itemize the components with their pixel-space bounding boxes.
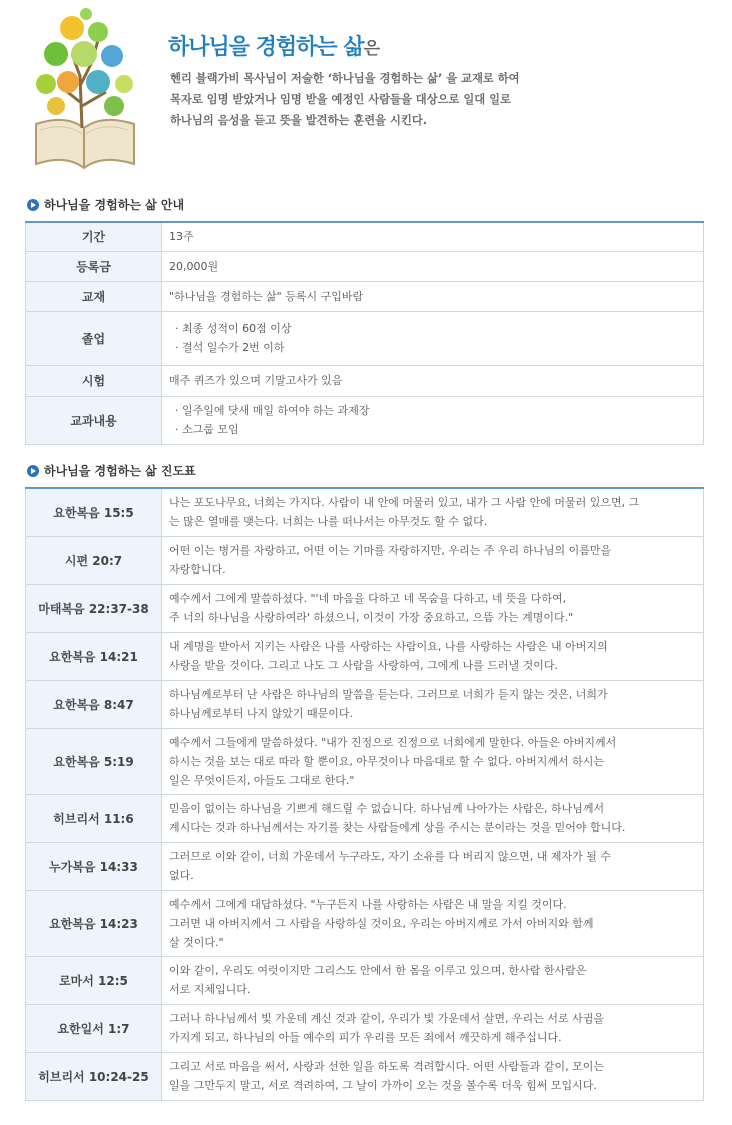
verse-reference: 요한복음 14:23 — [26, 890, 162, 956]
verse-reference: 요한복음 8:47 — [26, 680, 162, 728]
info-row — [26, 222, 704, 251]
info-value-line: 매주 퀴즈가 있으며 기말고사가 있음 — [169, 374, 343, 387]
info-row-value — [162, 281, 704, 311]
verse-text-line: 하시는 것을 보는 대로 따라 할 뿐이요, 아무것이나 마음대로 할 수 없다. 아버지께서 하시는 — [169, 754, 604, 768]
verse-text-line: 살 것이다." — [169, 935, 224, 949]
info-row — [26, 251, 704, 281]
info-row-value — [162, 251, 704, 281]
info-value-line: 20,000원 — [169, 259, 219, 273]
intro-title-text: 하나님을 경험하는 삶 — [168, 35, 364, 60]
verse-text — [162, 1004, 704, 1052]
verse-text-line: 그러면 내 아버지께서 그 사람을 사랑하실 것이요, 우리는 아버지께로 가서 아버지와 함께 — [169, 916, 594, 930]
info-row — [26, 396, 704, 444]
info-row-label: 등록금 — [26, 251, 162, 281]
info-value-line: 13주 — [169, 230, 194, 244]
verse-text-line: 자랑합니다. — [169, 563, 226, 576]
verse-text-line: 일은 무엇이든지, 아들도 그대로 한다." — [169, 773, 355, 787]
verse-reference: 히브리서 11:6 — [26, 794, 162, 842]
verse-row — [26, 794, 704, 842]
verse-text-line: 예수께서 그에게 말씀하셨다. "'네 마음을 다하고 네 목숨을 다하고, 네 뜻을 다하여, — [169, 592, 567, 605]
arrow-bullet-icon — [27, 465, 39, 477]
info-row-label: 기간 — [26, 222, 162, 251]
verse-row — [26, 680, 704, 728]
intro-description — [170, 68, 520, 131]
verse-text-line: 예수께서 그에게 대답하셨다. "누구든지 나를 사랑하는 사람은 내 말을 지킬 것이다. — [169, 897, 567, 911]
verse-reference: 누가복음 14:33 — [26, 842, 162, 890]
info-row-label: 졸업 — [26, 311, 162, 365]
verse-row — [26, 890, 704, 956]
info-row-value — [162, 311, 704, 365]
verse-text-line: 예수께서 그들에게 말씀하셨다. "내가 진정으로 진정으로 너희에게 말한다. 아들은 아버지께서 — [169, 735, 617, 749]
verse-text-line: 주 너의 하나님을 사랑하여라' 하셨으니, 이것이 가장 중요하고, 으뜸 가는 계명이다." — [169, 611, 574, 624]
verse-row — [26, 956, 704, 1004]
verse-reference: 요한일서 1:7 — [26, 1004, 162, 1052]
verse-section-title: 하나님을 경험하는 삶 진도표 — [44, 464, 196, 478]
arrow-bullet-icon — [27, 199, 39, 211]
verse-row — [26, 536, 704, 584]
verse-text-line: 그리고 서로 마음을 써서, 사랑과 선한 일을 하도록 격려합시다. 어떤 사람들과 같이, 모이는 — [169, 1060, 604, 1073]
verse-text-line: 사랑을 받을 것이다. 그리고 나도 그 사람을 사랑하여, 그에게 나를 드러낼 것이다. — [169, 659, 558, 672]
verse-reference: 요한복음 15:5 — [26, 488, 162, 536]
verse-row — [26, 488, 704, 536]
verse-text — [162, 890, 704, 956]
verse-row — [26, 728, 704, 794]
intro-title-suffix: 은 — [363, 39, 380, 59]
verse-reference: 시편 20:7 — [26, 536, 162, 584]
verse-text — [162, 680, 704, 728]
verse-text — [162, 728, 704, 794]
info-table — [25, 221, 704, 445]
verse-text-line: 하나님께로부터 나지 않았기 때문이다. — [169, 707, 354, 720]
verse-section-heading — [27, 462, 196, 479]
info-section-heading — [27, 196, 184, 213]
verse-text-line: 어떤 이는 병거를 자랑하고, 어떤 이는 기마를 자랑하지만, 우리는 주 우리 하나님의 이름만을 — [169, 544, 612, 557]
verse-row — [26, 1004, 704, 1052]
verse-text-line: 없다. — [169, 869, 194, 882]
info-value-line: · 결석 일수가 2번 이하 — [175, 341, 285, 354]
info-value-line: · 일주일에 닷새 매일 하여야 하는 과제장 — [175, 404, 370, 417]
info-row-value — [162, 365, 704, 396]
verse-text — [162, 794, 704, 842]
verse-text-line: 하나님께로부터 난 사람은 하나님의 말씀을 듣는다. 그러므로 너희가 듣지 않는 것은, 너희가 — [169, 688, 608, 701]
verse-text-line: 나는 포도나무요, 너희는 가지다. 사람이 내 안에 머물러 있고, 내가 그 사람 안에 머물러 있으면, 그 — [169, 496, 640, 510]
verse-row — [26, 632, 704, 680]
intro-banner — [0, 0, 732, 175]
verse-text-line: 가지게 되고, 하나님의 아들 예수의 피가 우리를 모든 죄에서 깨끗하게 해주십니다. — [169, 1031, 562, 1044]
verse-text-line: 일을 그만두지 말고, 서로 격려하여, 그 날이 가까이 오는 것을 볼수록 더욱 힘써 모입시다. — [169, 1079, 597, 1092]
info-section-title: 하나님을 경험하는 삶 안내 — [44, 198, 185, 212]
verse-text — [162, 1052, 704, 1100]
verse-text — [162, 956, 704, 1004]
info-row-label: 시험 — [26, 365, 162, 396]
verse-text — [162, 488, 704, 536]
info-value-line: "하나님을 경험하는 삶" 등록시 구입바람 — [169, 289, 364, 303]
verse-text-line: 그러므로 이와 같이, 너희 가운데서 누구라도, 자기 소유를 다 버리지 않으면, 내 제자가 될 수 — [169, 850, 611, 863]
info-row-value — [162, 222, 704, 251]
intro-line: 헨리 블랙가비 목사님이 저술한 ‘하나님을 경험하는 삶’ 을 교재로 하여 — [170, 72, 520, 85]
verse-text — [162, 536, 704, 584]
verse-reference: 히브리서 10:24-25 — [26, 1052, 162, 1100]
verse-text-line: 내 계명을 받아서 지키는 사람은 나를 사랑하는 사람이요, 나를 사랑하는 사람은 내 아버지의 — [169, 640, 608, 653]
verse-text-line: 이와 같이, 우리도 여럿이지만 그리스도 안에서 한 몸을 이루고 있으며, 한사람 한사람은 — [169, 964, 587, 977]
info-row — [26, 281, 704, 311]
info-row — [26, 365, 704, 396]
verse-text-line: 서로 지체입니다. — [169, 983, 251, 996]
verse-table — [25, 487, 704, 1101]
verse-text-line: 계시다는 것과 하나님께서는 자기를 찾는 사람들에게 상을 주시는 분이라는 것을 믿어야 합니다. — [169, 821, 626, 834]
verse-reference: 마태복음 22:37-38 — [26, 584, 162, 632]
verse-text — [162, 632, 704, 680]
verse-reference: 로마서 12:5 — [26, 956, 162, 1004]
verse-text — [162, 584, 704, 632]
verse-text-line: 믿음이 없이는 하나님을 기쁘게 해드릴 수 없습니다. 하나님께 나아가는 사람은, 하나님께서 — [169, 802, 605, 815]
info-row — [26, 311, 704, 365]
verse-reference: 요한복음 5:19 — [26, 728, 162, 794]
verse-row — [26, 1052, 704, 1100]
verse-reference: 요한복음 14:21 — [26, 632, 162, 680]
intro-line: 목자로 임명 받았거나 임명 받을 예정인 사람들을 대상으로 일대 일로 — [170, 93, 511, 106]
intro-title — [168, 30, 379, 61]
intro-line: 하나님의 음성을 듣고 뜻을 발견하는 훈련을 시킨다. — [170, 114, 428, 127]
info-value-line: · 최종 성적이 60점 이상 — [175, 322, 292, 335]
verse-text-line: 는 많은 열매를 맺는다. 너희는 나를 떠나서는 아무것도 할 수 없다. — [169, 515, 488, 529]
verse-row — [26, 584, 704, 632]
tree-book-illustration — [26, 6, 144, 171]
info-row-label: 교재 — [26, 281, 162, 311]
info-row-value — [162, 396, 704, 444]
verse-row — [26, 842, 704, 890]
verse-text-line: 그러나 하나님께서 빛 가운데 계신 것과 같이, 우리가 빛 가운데서 살면, 우리는 서로 사귐을 — [169, 1012, 604, 1025]
info-row-label: 교과내용 — [26, 396, 162, 444]
info-value-line: · 소그룹 모임 — [175, 423, 239, 436]
verse-text — [162, 842, 704, 890]
